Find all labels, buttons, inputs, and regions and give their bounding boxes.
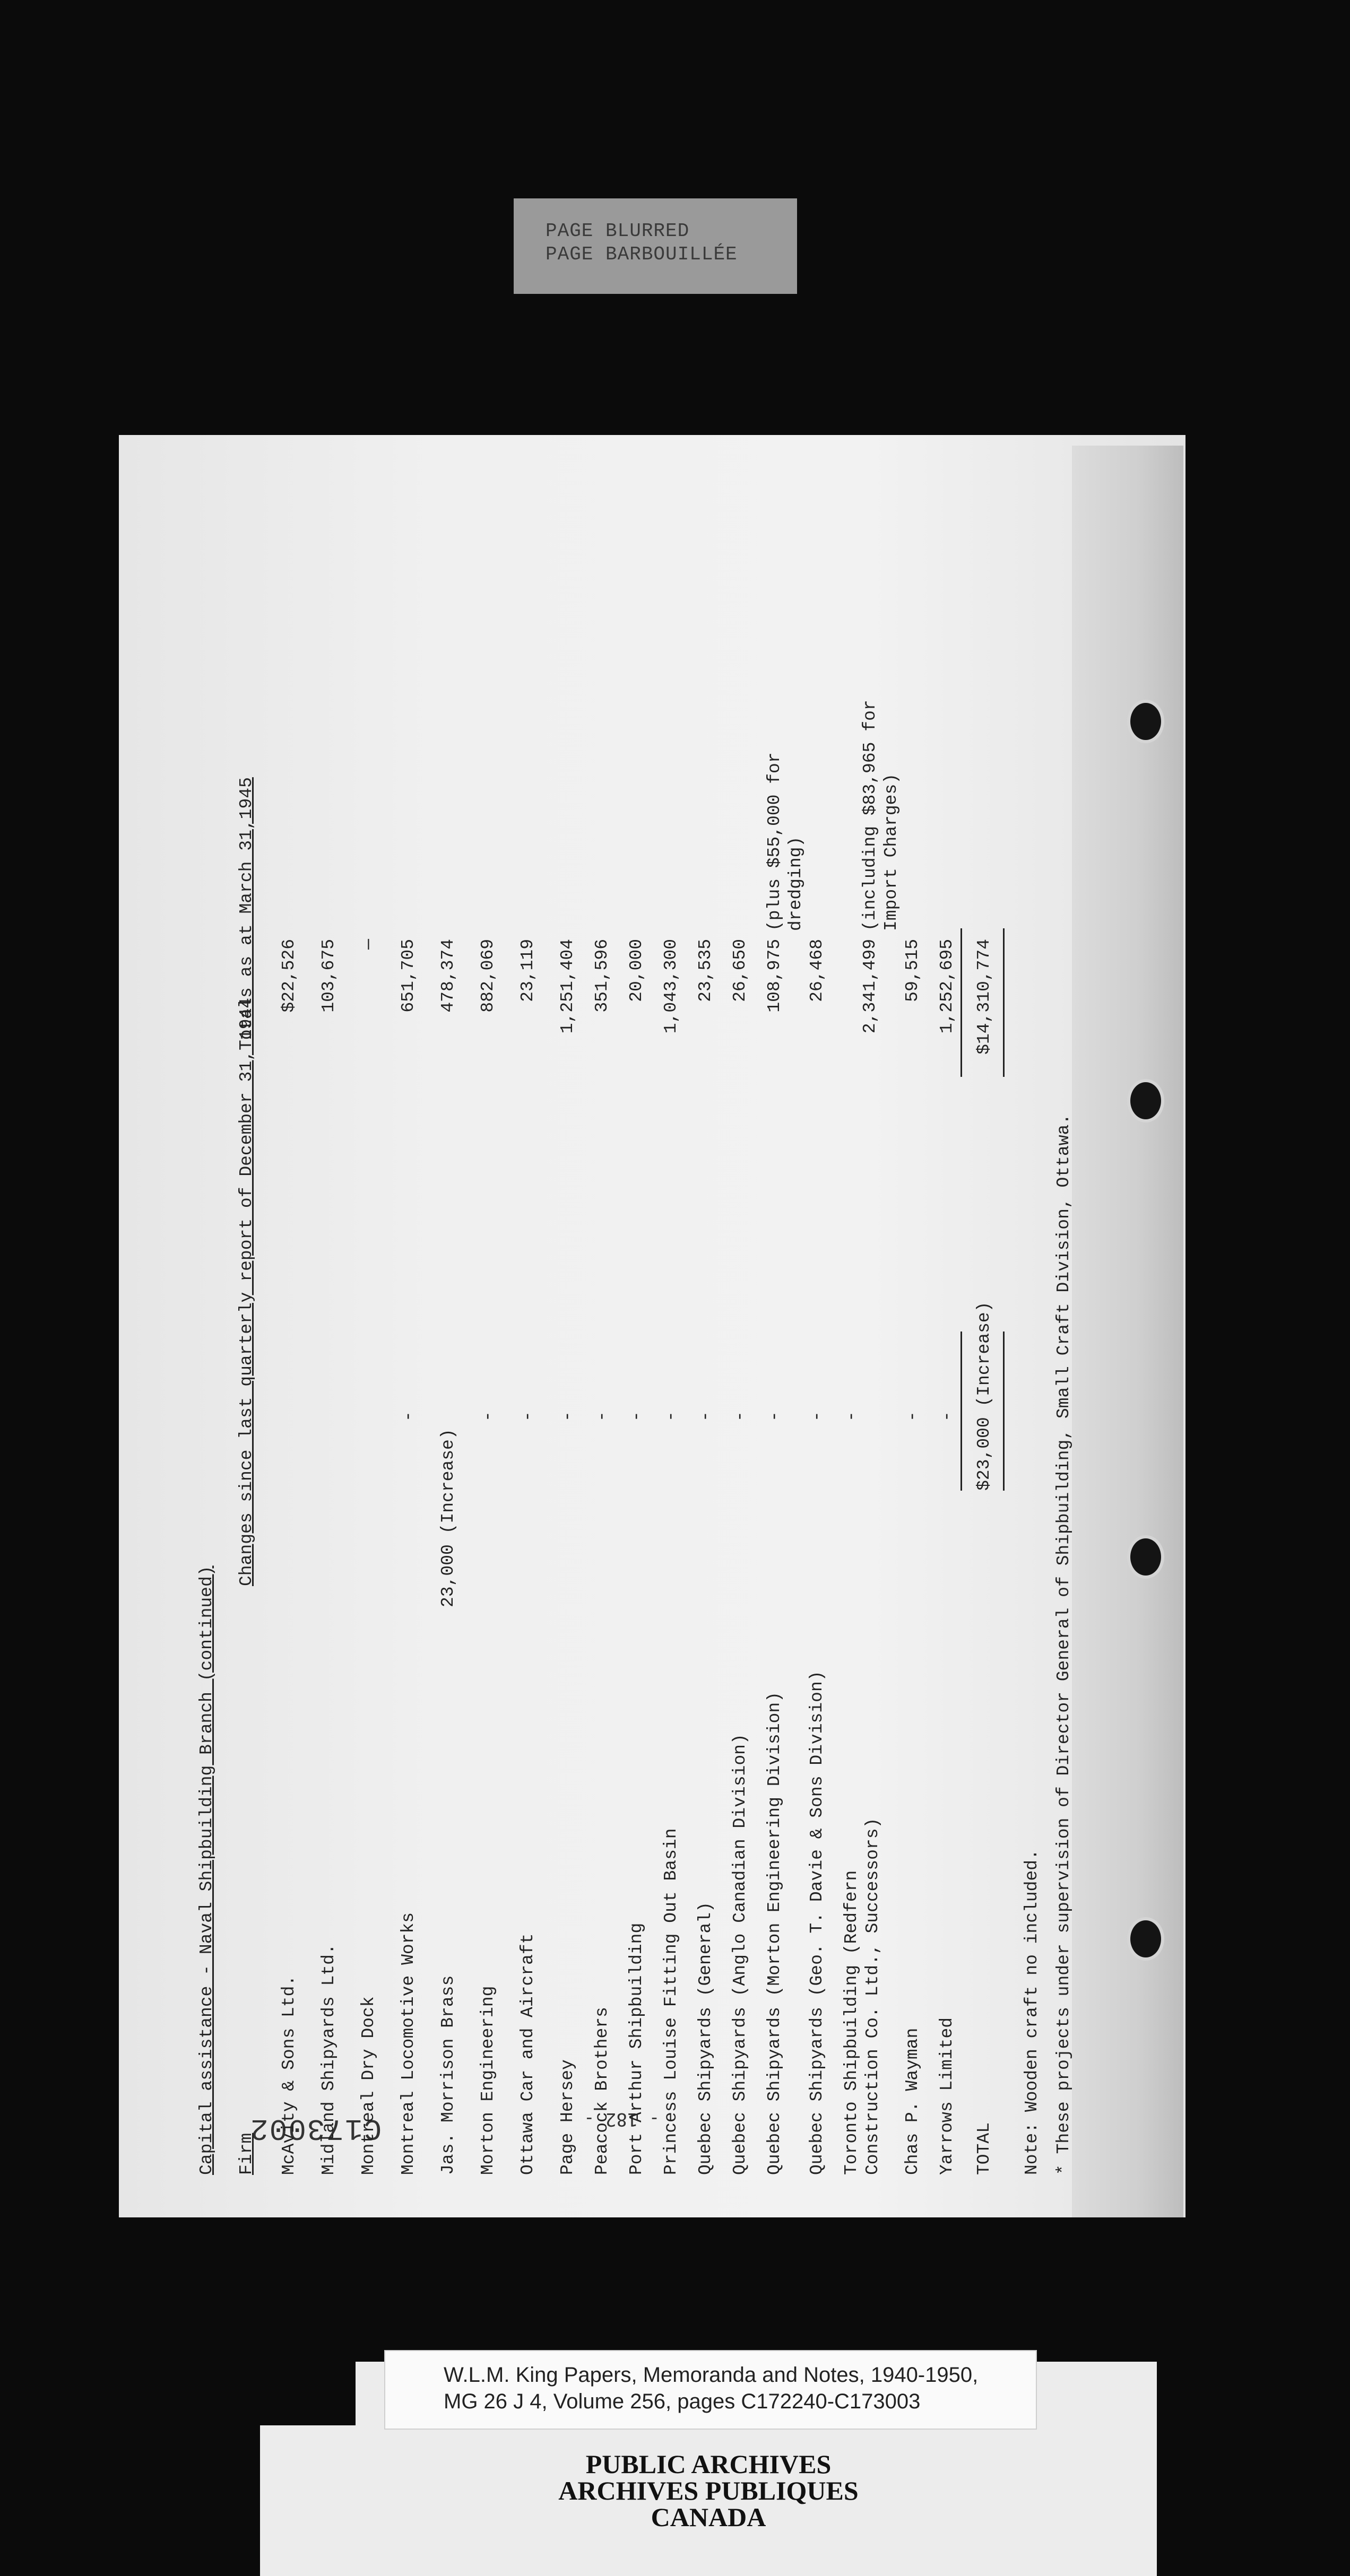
- row-change: -: [765, 1411, 784, 1422]
- row-firm: Morton Engineering: [478, 1986, 498, 2175]
- note-wooden-craft: Note: Wooden craft no included.: [1022, 1849, 1042, 2175]
- row-firm: Quebec Shipyards (Geo. T. Davie & Sons Division): [807, 1670, 827, 2175]
- row-change: -: [558, 1411, 577, 1422]
- row-note: (including $83,965 for Import Charges): [860, 700, 901, 931]
- total-change-rule-top: [960, 1331, 962, 1491]
- row-change: -: [627, 1411, 646, 1422]
- stamp-line-2: PAGE BARBOUILLÉE: [546, 243, 738, 265]
- row-total: —: [359, 939, 378, 950]
- row-change: -: [903, 1411, 922, 1422]
- total-change-rule-bottom: [1003, 1331, 1005, 1491]
- sheet-binding-edge: [1072, 446, 1183, 2217]
- row-change: -: [730, 1411, 750, 1422]
- row-firm: Quebec Shipyards (General): [696, 1902, 715, 2175]
- public-archives-line-2: ARCHIVES PUBLIQUES: [558, 2476, 859, 2505]
- row-change: -: [661, 1411, 681, 1422]
- row-firm: Princess Louise Fitting Out Basin: [661, 1828, 681, 2175]
- punch-hole-4: [1130, 1920, 1161, 1957]
- row-total: 59,515: [903, 939, 922, 1002]
- row-total: 2,341,499: [860, 939, 880, 1034]
- row-firm: Chas P. Wayman: [903, 2027, 922, 2175]
- punch-hole-1: [1130, 703, 1161, 740]
- reference-line-2: MG 26 J 4, Volume 256, pages C172240-C173003: [444, 2390, 921, 2413]
- public-archives-line-3: CANADA: [651, 2502, 766, 2532]
- stamp-line-1: PAGE BLURRED: [546, 220, 690, 242]
- column-header-totals: Totals as at March 31,1945: [237, 777, 256, 1050]
- row-total: $22,526: [279, 939, 299, 1013]
- row-change: -: [399, 1411, 418, 1422]
- row-firm: McAvity & Sons Ltd.: [279, 1975, 299, 2175]
- reference-line-1: W.L.M. King Papers, Memoranda and Notes, 1940-1950,: [444, 2363, 979, 2387]
- row-firm: Peacock Brothers: [592, 2007, 612, 2175]
- row-total: 26,650: [730, 939, 750, 1002]
- column-header-firm: Firm: [237, 2133, 256, 2175]
- column-header-changes: Changes since last quarterly report of December 31, 1944: [237, 998, 256, 1586]
- punch-hole-2: [1130, 1082, 1161, 1119]
- archive-reference-label: [384, 2350, 1037, 2430]
- row-total: 882,069: [478, 939, 498, 1013]
- row-firm: Montreal Dry Dock: [359, 1996, 378, 2175]
- row-total: 351,596: [592, 939, 612, 1013]
- row-firm: Page Hersey: [558, 2059, 577, 2175]
- row-total: 478,374: [438, 939, 458, 1013]
- page-blurred-stamp: [514, 198, 797, 294]
- row-total: 108,975: [765, 939, 784, 1013]
- total-change: $23,000 (Increase): [974, 1301, 994, 1491]
- row-note: (plus $55,000 for dredging): [765, 752, 806, 931]
- total-amount-rule-top: [960, 928, 962, 1077]
- row-total: 1,043,300: [661, 939, 681, 1034]
- row-change: -: [937, 1411, 957, 1422]
- row-total: 103,675: [319, 939, 339, 1013]
- total-amount: $14,310,774: [974, 939, 994, 1055]
- row-total: 26,468: [807, 939, 827, 1002]
- public-archives-line-1: PUBLIC ARCHIVES: [585, 2449, 832, 2479]
- row-total: 651,705: [399, 939, 418, 1013]
- row-firm: Quebec Shipyards (Morton Engineering Division): [765, 1692, 784, 2175]
- total-amount-rule-bottom: [1003, 928, 1005, 1077]
- row-change: -: [842, 1411, 861, 1422]
- row-firm: Quebec Shipyards (Anglo Canadian Division): [730, 1734, 750, 2175]
- row-change: -: [807, 1411, 827, 1422]
- note-supervision: * These projects under supervision of Director General of Shipbuilding, Small Craft Division, Ottawa.: [1054, 1113, 1074, 2175]
- typed-memo: [170, 584, 1083, 2175]
- row-firm: Jas. Morrison Brass: [438, 1975, 458, 2175]
- row-firm: Toronto Shipbuilding (Redfern Construction Co. Ltd., Successors): [842, 1817, 882, 2175]
- punch-hole-3: [1130, 1538, 1161, 1576]
- row-total: 23,535: [696, 939, 715, 1002]
- memo-heading: Capital assistance - Naval Shipbuilding Branch (continued): [197, 1565, 217, 2175]
- archive-label-notch: [260, 2362, 356, 2425]
- row-total: 23,119: [518, 939, 538, 1002]
- row-firm: Port Arthur Shipbuilding: [627, 1922, 646, 2175]
- page-number: - 182 -: [584, 2109, 660, 2130]
- row-firm: Midland Shipyards Ltd.: [319, 1944, 339, 2175]
- total-label: TOTAL: [974, 2122, 994, 2175]
- row-firm: Ottawa Car and Aircraft: [518, 1933, 538, 2175]
- row-total: 1,252,695: [937, 939, 957, 1034]
- row-change: -: [478, 1411, 498, 1422]
- public-archives-label: [260, 2451, 1157, 2530]
- row-firm: Montreal Locomotive Works: [399, 1912, 418, 2175]
- row-change: 23,000 (Increase): [438, 1429, 458, 1607]
- row-change: -: [518, 1411, 538, 1422]
- archive-number: C173002: [249, 2111, 382, 2145]
- row-total: 20,000: [627, 939, 646, 1002]
- row-firm: Yarrows Limited: [937, 2017, 957, 2175]
- row-change: -: [696, 1411, 715, 1422]
- row-total: 1,251,404: [558, 939, 577, 1034]
- row-change: -: [592, 1411, 612, 1422]
